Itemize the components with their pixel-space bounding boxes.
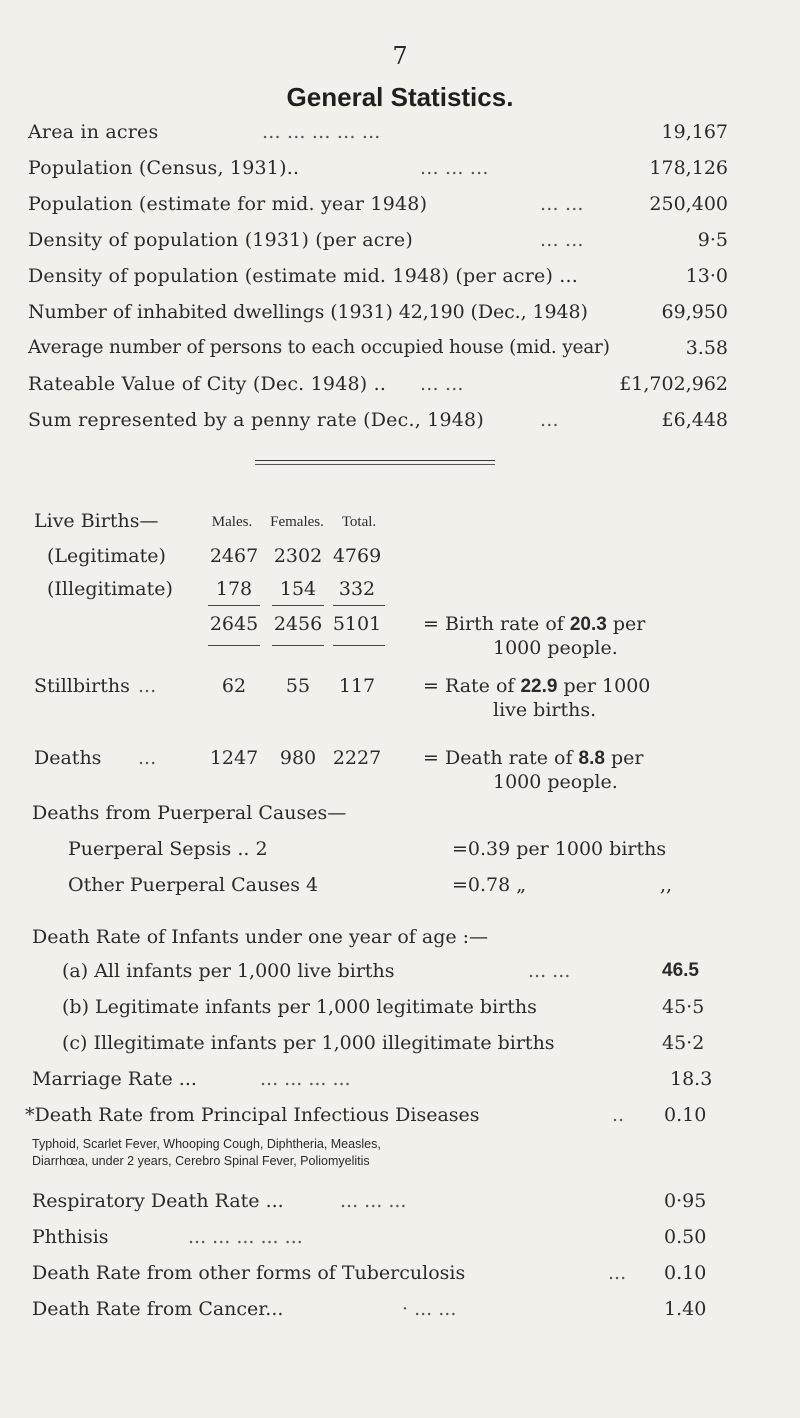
cell: 55: [285, 675, 311, 697]
leader-dots: ... ... ... ... ...: [262, 121, 381, 143]
sum-rule: [208, 645, 260, 646]
leader-dots: ... ...: [528, 960, 571, 982]
puerperal-sepsis-rate: =0.39 per 1000 births: [452, 838, 667, 860]
leader-dots: ... ...: [420, 373, 464, 395]
stillbirth-rate-note: [423, 675, 650, 698]
divider: [255, 464, 495, 465]
cell: 178: [215, 578, 253, 600]
stat-value: £1,702,962: [619, 373, 728, 395]
row-label-illegitimate: (Illegitimate): [47, 578, 173, 600]
infant-c-value: 45·2: [662, 1032, 705, 1054]
column-header-total: Total.: [341, 514, 377, 530]
leader-dots: ... ... ...: [340, 1190, 407, 1212]
leader-dots: ...: [540, 409, 559, 431]
cell: 2227: [332, 747, 382, 769]
stat-value: 19,167: [661, 121, 728, 143]
row-label-legitimate: (Legitimate): [47, 545, 166, 567]
stat-value: 3.58: [685, 337, 728, 359]
other-puerperal-label: Other Puerperal Causes 4: [68, 874, 319, 896]
stat-label: Population (Census, 1931)..: [28, 157, 300, 179]
infectious-rate-label: *Death Rate from Principal Infectious Diseases: [25, 1104, 480, 1126]
cancer-rate-label: Death Rate from Cancer...: [32, 1298, 284, 1320]
cell: 332: [338, 578, 376, 600]
leader-dots: ... ... ... ... ...: [188, 1226, 303, 1248]
stat-label: Density of population (1931) (per acre): [28, 229, 413, 251]
infant-b-value: 45·5: [662, 996, 705, 1018]
leader-dots: ...: [138, 675, 157, 697]
respiratory-rate-label: Respiratory Death Rate ...: [32, 1190, 284, 1212]
leader-dots: ... ...: [540, 229, 584, 251]
cell: 980: [279, 747, 317, 769]
stat-value: £6,448: [661, 409, 728, 431]
leader-dots: ...: [608, 1262, 627, 1284]
stat-label: Sum represented by a penny rate (Dec., 1948): [28, 409, 484, 431]
note-text: per: [604, 747, 644, 769]
cell: 62: [221, 675, 247, 697]
stat-label: Rateable Value of City (Dec. 1948) ..: [28, 373, 387, 395]
stat-value: 13·0: [685, 265, 728, 287]
stat-value: 9·5: [697, 229, 728, 251]
stat-label: Density of population (estimate mid. 1948) (per acre) ...: [28, 265, 579, 287]
infant-b-label: (b) Legitimate infants per 1,000 legitimate births: [62, 996, 537, 1018]
death-rate-note-line2: 1000 people.: [493, 771, 618, 793]
infectious-rate-value: 0.10: [664, 1104, 707, 1126]
infant-a-label: (a) All infants per 1,000 live births: [62, 960, 395, 982]
infant-heading: Death Rate of Infants under one year of age :—: [32, 926, 489, 948]
stat-label: Number of inhabited dwellings (1931) 42,190 (Dec., 1948): [28, 301, 588, 323]
phthisis-label: Phthisis: [32, 1226, 109, 1248]
sum-rule: [272, 645, 324, 646]
puerperal-heading: Deaths from Puerperal Causes—: [32, 802, 347, 824]
stat-label: Average number of persons to each occupied house (mid. year): [28, 337, 610, 358]
birth-rate-note: [423, 613, 645, 636]
respiratory-rate-value: 0·95: [664, 1190, 707, 1212]
column-header-females: Females.: [270, 514, 324, 530]
note-rate: 8.8: [578, 748, 605, 769]
note-text: = Rate of: [423, 675, 521, 697]
sum-rule: [333, 645, 385, 646]
birth-rate-note-line2: 1000 people.: [493, 637, 618, 659]
note-text: per: [606, 613, 646, 635]
note-rate: 20.3: [569, 614, 607, 635]
leader-dots: · ... ...: [402, 1298, 457, 1320]
stat-value: 178,126: [649, 157, 728, 179]
leader-dots: ...: [138, 747, 157, 769]
leader-dots: ... ... ... ...: [260, 1068, 351, 1090]
column-header-males: Males.: [211, 514, 253, 530]
stat-value: 69,950: [661, 301, 728, 323]
cell: 154: [279, 578, 317, 600]
page-number: 7: [392, 42, 408, 70]
row-label-deaths: Deaths: [34, 747, 102, 769]
note-text: = Death rate of: [423, 747, 579, 769]
footnote-line-2: Diarrhœa, under 2 years, Cerebro Spinal Fever, Poliomyelitis: [32, 1154, 370, 1168]
cancer-rate-value: 1.40: [664, 1298, 707, 1320]
row-label-stillbirths: Stillbirths: [34, 675, 130, 697]
cell: 5101: [332, 613, 382, 635]
note-rate: 22.9: [520, 676, 558, 697]
death-rate-note: [423, 747, 643, 770]
cell: 4769: [332, 545, 382, 567]
cell: 2645: [209, 613, 259, 635]
cell: 2467: [209, 545, 259, 567]
sum-rule: [208, 605, 260, 606]
stat-label: Area in acres: [28, 121, 159, 143]
tb-rate-value: 0.10: [664, 1262, 707, 1284]
cell: 117: [338, 675, 376, 697]
divider: [255, 460, 495, 461]
tb-rate-label: Death Rate from other forms of Tuberculosis: [32, 1262, 466, 1284]
puerperal-sepsis-label: Puerperal Sepsis .. 2: [68, 838, 268, 860]
marriage-rate-label: Marriage Rate ...: [32, 1068, 197, 1090]
cell: 2456: [273, 613, 323, 635]
infant-c-label: (c) Illegitimate infants per 1,000 illegitimate births: [62, 1032, 555, 1054]
stat-value: 250,400: [649, 193, 728, 215]
marriage-rate-value: 18.3: [670, 1068, 713, 1090]
leader-dots: ..: [612, 1104, 625, 1126]
footnote-line-1: Typhoid, Scarlet Fever, Whooping Cough, Diphtheria, Measles,: [32, 1137, 381, 1151]
live-births-heading: Live Births—: [34, 510, 159, 532]
note-text: per 1000: [557, 675, 651, 697]
cell: 1247: [209, 747, 259, 769]
sum-rule: [333, 605, 385, 606]
stat-label: Population (estimate for mid. year 1948): [28, 193, 428, 215]
note-text: = Birth rate of: [423, 613, 570, 635]
infant-a-value: 46.5: [662, 960, 699, 981]
stillbirth-rate-note-line2: live births.: [493, 699, 597, 721]
phthisis-value: 0.50: [664, 1226, 707, 1248]
leader-dots: ... ...: [540, 193, 584, 215]
sum-rule: [272, 605, 324, 606]
cell: 2302: [273, 545, 323, 567]
leader-dots: ... ... ...: [420, 157, 489, 179]
other-puerperal-rate: =0.78 „: [452, 874, 527, 896]
page-title: General Statistics.: [286, 82, 514, 112]
ditto-mark: ,,: [660, 874, 673, 896]
